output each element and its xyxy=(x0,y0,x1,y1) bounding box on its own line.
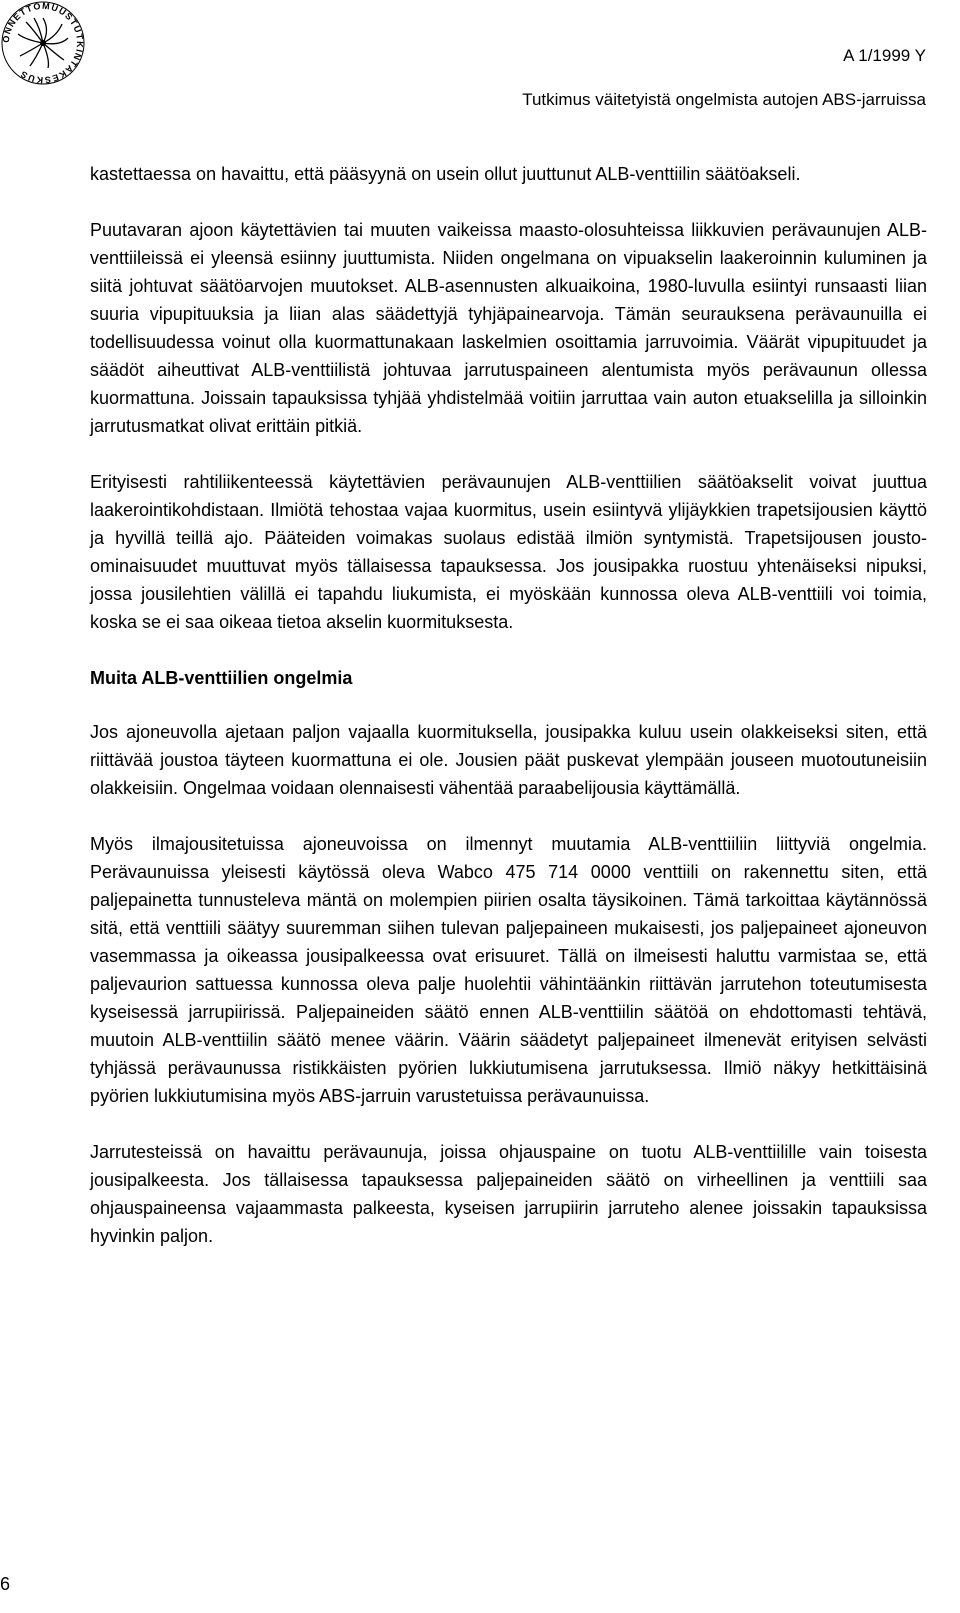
paragraph-leaf-springs: Jos ajoneuvolla ajetaan paljon vajaalla kuormituksella, jousipakka kuluu usein olakkeiseksi siten, että riittävää joustoa täyteen kuormattuna ei ole. Jousien päät puskevat ylempään jouseen muotoutuneisiin olakkeisiin. Ongelmaa voidaan olennaisesti vähentää paraabelijousia käyttämällä. xyxy=(90,722,927,798)
paragraph-continuation: kastettaessa on havaittu, että pääsyynä on usein ollut juuttunut ALB-venttiilin säätöakseli. xyxy=(90,164,801,184)
section-heading: Muita ALB-venttiilien ongelmia xyxy=(90,668,353,688)
document-code: A 1/1999 Y xyxy=(843,46,926,65)
paragraph-single-bellows: Jarrutesteissä on havaittu perävaunuja, joissa ohjauspaine on tuotu ALB-venttiilille vain toisesta jousipalkeesta. Jos tällaisessa tapauksessa paljepaineiden säätö on virheellinen ja venttiili saa ohjauspaineensa vajaammasta palkeesta, kyseisen jarrupiirin jarruteho alenee joissakin tapauksissa hyvinkin paljon. xyxy=(90,1142,927,1246)
paragraph-freight-trailers: Erityisesti rahtiliikenteessä käytettävien perävaunujen ALB-venttiilien säätöakselit voivat juuttua laakerointikohdistaan. Ilmiötä tehostaa vajaa kuormitus, usein esiintyvä ylijäykkien trapetsijousien käyttö ja hyvillä teillä ajo. Pääteiden voimakas suolaus edistää ilmiön syntymistä. Trapetsijousen jousto-ominaisuudet muuttuvat myös tällaisessa tapauksessa. Jos jousipakka ruostuu yhtenäiseksi nipuksi, jossa jousilehtien välillä ei tapahdu liukumista, ei myöskään kunnossa oleva ALB-venttiili voi toimia, koska se ei saa oikeaa tietoa akselin kuormituksesta. xyxy=(90,472,927,632)
svg-text:ONNETTOMUUSTUTKINTAKESKUS: ONNETTOMUUSTUTKINTAKESKUS xyxy=(0,0,86,86)
onnettomuustutkintakeskus-seal-logo xyxy=(0,0,86,86)
document-body xyxy=(90,160,927,1278)
document-running-title: Tutkimus väitetyistä ongelmista autojen ABS-jarruissa xyxy=(522,90,926,109)
seal-icon xyxy=(0,0,86,86)
paragraph-timber-trailers: Puutavaran ajoon käytettävien tai muuten vaikeissa maasto-olosuhteissa liikkuvien perävaunujen ALB-venttiileissä ei yleensä esiinny juuttumista. Niiden ongelmana on vipuakselin laakeroinnin kuluminen ja siitä johtuvat säätöarvojen muutokset. ALB-asennusten alkuaikoina, 1980-luvulla esiintyi runsaasti liian suuria vipupituuksia ja liian alas säädettyjä tyhjäpainearvoja. Tämän seurauksena perävaunuilla ei todellisuudessa voinut olla kuormattunakaan laskelmien osoittamia jarruvoimia. Väärät vipupituudet ja säädöt aiheuttivat ALB-venttiilistä johtuvaa jarrutuspaineen alentumista myös perävaunun ollessa kuormattuna. Joissain tapauksissa tyhjää yhdistelmää voitiin jarruttaa vain auton etuakselilla ja silloinkin jarrutusmatkat olivat erittäin pitkiä. xyxy=(90,220,927,436)
paragraph-air-suspension: Myös ilmajousitetuissa ajoneuvoissa on ilmennyt muutamia ALB-venttiiliin liittyviä ongelmia. Perävaunuissa yleisesti käytössä oleva Wabco 475 714 0000 venttiili on rakennettu siten, että paljepainetta tunnusteleva mäntä on molempien piirien osalta täysikoinen. Tämä tarkoittaa käytännössä sitä, että venttiili säätyy suuremman siihen tulevan paljepaineen mukaisesti, jos paljepaineet ajoneuvon vasemmassa ja oikeassa jousipalkeessa ovat erisuuret. Tällä on ilmeisesti haluttu varmistaa se, että paljevaurion sattuessa kunnossa oleva palje huolehtii vähintäänkin riittävän jarrutehon toteutumisesta kyseisessä jarrupiirissä. Paljepaineiden säätö ennen ALB-venttiilin säätöä on ehdottomasti tehtävä, muutoin ALB-venttiilin säätö menee väärin. Väärin säädetyt paljepaineet ilmenevät erityisen selvästi tyhjässä perävaunussa ristikkäisten pyörien lukkiutumisena jarrutuksessa. Ilmiö näkyy hetkittäisinä pyörien lukkiutumisina myös ABS-jarruin varustetuissa perävaunuissa. xyxy=(90,834,927,1106)
page-number: 6 xyxy=(0,1574,11,1594)
